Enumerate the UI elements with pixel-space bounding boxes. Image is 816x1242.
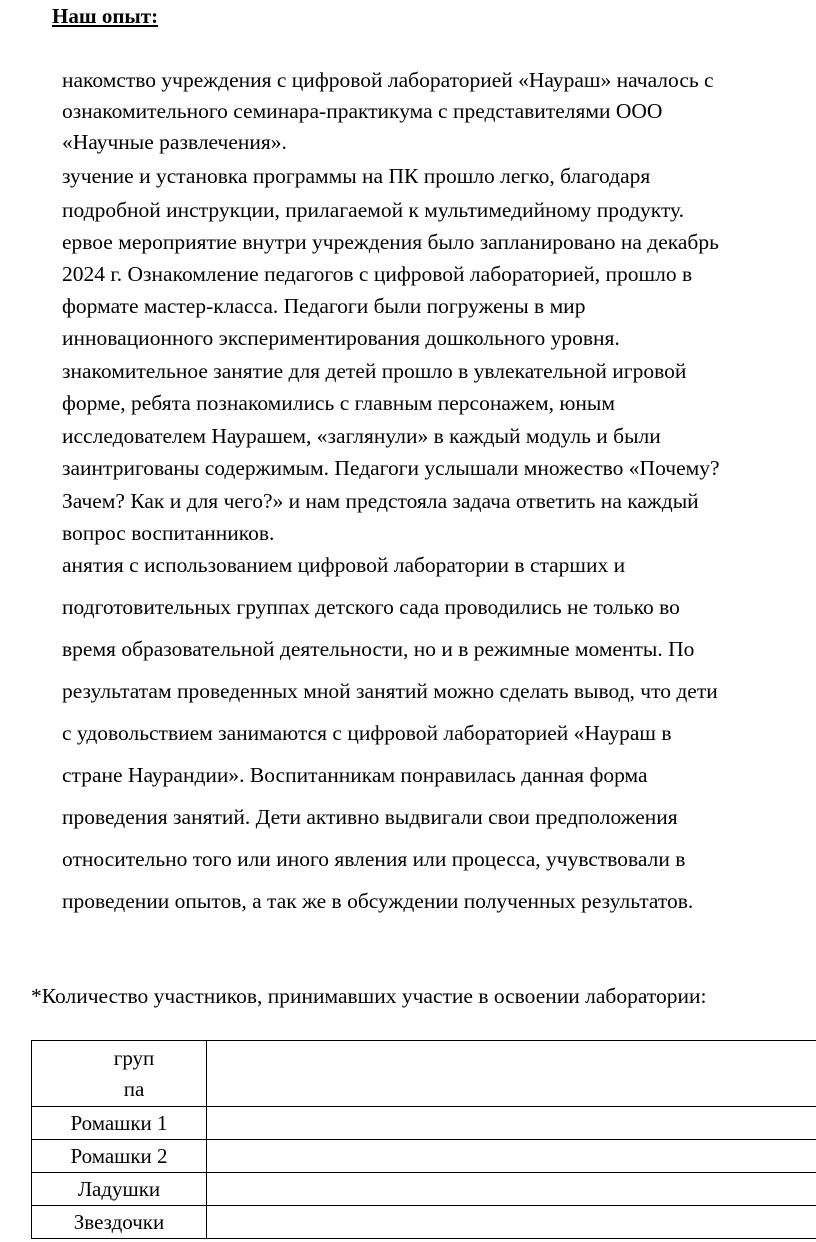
header-line-2: па	[123, 1076, 145, 1101]
participants-table	[31, 1040, 816, 1239]
text-line: подробной инструкции, прилагаемой к мультимедийному продукту.	[62, 198, 685, 222]
text-line: ознакомительного семинара-практикума с представителями ООО	[62, 99, 663, 123]
text-line: заинтригованы содержимым. Педагоги услышали множество «Почему?	[62, 456, 720, 480]
text-line: с удовольствием занимаются с цифровой лабораторией «Наураш в	[62, 721, 672, 745]
count-cell	[207, 1107, 816, 1140]
table-row	[32, 1173, 816, 1206]
group-name-cell: Ладушки	[32, 1173, 207, 1206]
count-cell	[207, 1173, 816, 1206]
text-line: ервое мероприятие внутри учреждения было запланировано на декабрь	[62, 230, 719, 254]
count-cell	[207, 1140, 816, 1173]
text-line: 2024 г. Ознакомление педагогов с цифровой лабораторией, прошло в	[62, 262, 693, 286]
table-row	[32, 1206, 816, 1239]
section-heading: Наш опыт:	[52, 4, 159, 28]
text-line: анятия с использованием цифровой лаборатории в старших и	[62, 553, 626, 577]
text-line: исследователем Наурашем, «заглянули» в каждый модуль и были	[62, 424, 661, 448]
text-line: инновационного экспериментирования дошкольного уровня.	[62, 326, 620, 350]
text-line: вопрос воспитанников.	[62, 521, 275, 545]
text-line: относительно того или иного явления или процесса, учувствовали в	[62, 847, 686, 871]
header-line-1: груп	[113, 1045, 155, 1070]
group-name-cell: Ромашки 2	[32, 1140, 207, 1173]
text-line: «Научные развлечения».	[62, 130, 287, 154]
text-line: результатам проведенных мной занятий можно сделать вывод, что дети	[62, 679, 718, 703]
table-header-row	[32, 1041, 816, 1107]
text-line: накомство учреждения с цифровой лабораторией «Наураш» началось с	[62, 68, 714, 92]
text-line: время образовательной деятельности, но и в режимные моменты. По	[62, 637, 695, 661]
text-line: формате мастер-класса. Педагоги были погружены в мир	[62, 294, 586, 318]
text-line: форме, ребята познакомились с главным персонажем, юным	[62, 391, 615, 415]
table-row	[32, 1107, 816, 1140]
group-name-cell: Ромашки 1	[32, 1107, 207, 1140]
table-row	[32, 1140, 816, 1173]
text-line: подготовительных группах детского сада проводились не только во	[62, 595, 680, 619]
text-line: зучение и установка программы на ПК прошло легко, благодаря	[62, 164, 651, 188]
text-line: Зачем? Как и для чего?» и нам предстояла задача ответить на каждый	[62, 489, 699, 513]
text-line: стране Наурандии». Воспитанникам понравилась данная форма	[62, 763, 648, 787]
text-line: проведения занятий. Дети активно выдвигали свои предположения	[62, 805, 678, 829]
participants-note: *Количество участников, принимавших участие в освоении лаборатории:	[31, 984, 707, 1008]
group-column-header	[32, 1041, 207, 1107]
text-line: проведении опытов, а так же в обсуждении полученных результатов.	[62, 889, 694, 913]
text-line: знакомительное занятие для детей прошло в увлекательной игровой	[62, 359, 687, 383]
count-column-header	[207, 1041, 816, 1107]
group-name-cell: Звездочки	[32, 1206, 207, 1239]
count-cell	[207, 1206, 816, 1239]
